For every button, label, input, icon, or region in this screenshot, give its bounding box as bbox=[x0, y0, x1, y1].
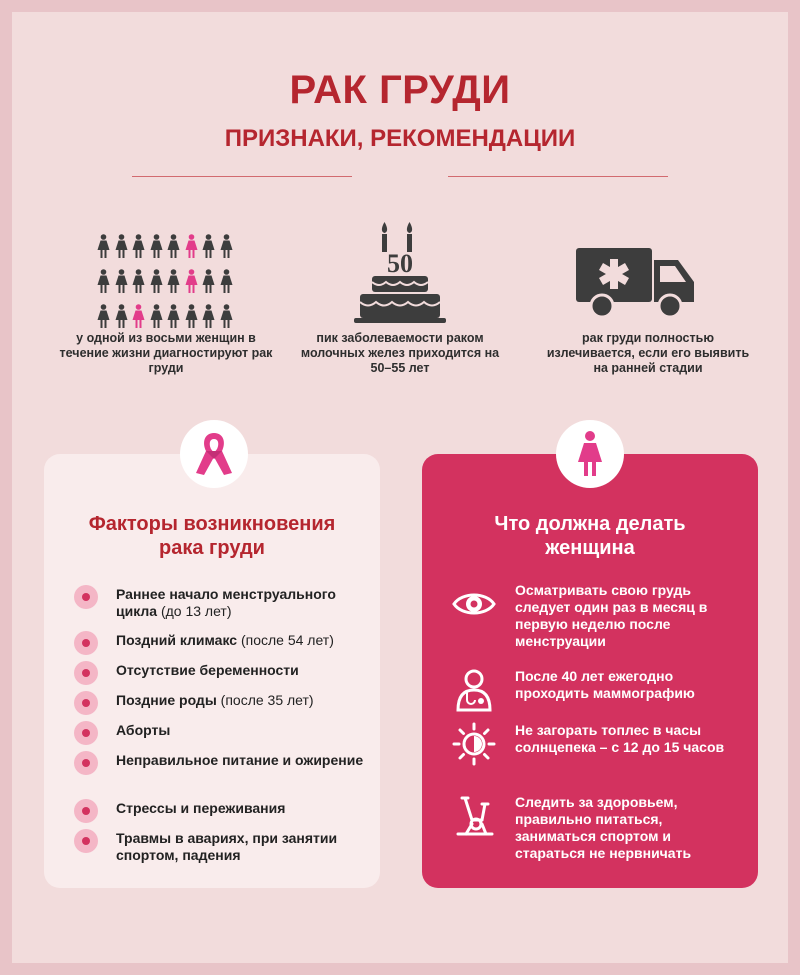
risk-factors-title: Факторы возникновения рака груди bbox=[88, 513, 336, 559]
exercise-bike-icon bbox=[452, 794, 496, 838]
bullet-dot-icon bbox=[74, 691, 98, 715]
bullet-dot-icon bbox=[74, 751, 98, 775]
woman-figure bbox=[96, 304, 114, 334]
bullet-dot-icon bbox=[74, 585, 98, 609]
cake-number: 50 bbox=[387, 249, 413, 278]
recommendations-card: Что должна делать женщина Осматривать свою грудь следует один раз в месяц в первую неделю после менструации После 40 лет ежегодно проходить маммографию Не загорать топлес в часы солнцепека – с 12 до 15 часов Следить за здоровьем, правильно питаться, заниматься спортом и стараться не нервничать bbox=[422, 454, 758, 888]
divider-left bbox=[132, 176, 352, 177]
woman-icon bbox=[575, 430, 605, 478]
eye-icon bbox=[452, 582, 496, 626]
woman-figure bbox=[184, 269, 202, 299]
woman-figure bbox=[131, 234, 149, 264]
woman-figure bbox=[114, 234, 132, 264]
bullet-dot-icon bbox=[74, 721, 98, 745]
woman-figure bbox=[201, 269, 219, 299]
bullet-dot-icon bbox=[74, 631, 98, 655]
stat-caption-early-stage: рак груди полностью излечивается, если его выявить на ранней стадии bbox=[546, 331, 750, 375]
woman-figure bbox=[219, 269, 237, 299]
woman-figure bbox=[184, 234, 202, 264]
risk-factors-card: Факторы возникновения рака груди Раннее начало менструального цикла (до 13 лет) Поздний климакс (после 54 лет) Отсутствие беременности Поздние роды (после 35 лет) Аборты Неправильное питание и ожирение Стрессы и переживания Травмы в авариях, при занятии спортом, падения bbox=[44, 454, 380, 888]
woman-figure bbox=[219, 234, 237, 264]
recommendations-title: Что должна делать женщина bbox=[494, 513, 686, 559]
sun-icon bbox=[452, 722, 496, 766]
woman-figure bbox=[166, 269, 184, 299]
woman-figure bbox=[114, 269, 132, 299]
woman-figure bbox=[149, 234, 167, 264]
woman-figure bbox=[96, 234, 114, 264]
stat-caption-peak-age: пик заболеваемости раком молочных желез приходится на 50–55 лет bbox=[300, 331, 500, 375]
woman-figure bbox=[149, 269, 167, 299]
woman-figure bbox=[131, 269, 149, 299]
woman-figure bbox=[166, 234, 184, 264]
doctor-icon bbox=[452, 668, 496, 712]
page-subtitle: ПРИЗНАКИ, РЕКОМЕНДАЦИИ bbox=[224, 125, 576, 152]
woman-figure bbox=[184, 304, 202, 334]
woman-figure bbox=[201, 234, 219, 264]
ambulance-icon bbox=[574, 242, 698, 322]
divider-right bbox=[448, 176, 668, 177]
stat-caption-one-in-eight: у одной из восьми женщин в течение жизни диагностируют рак груди bbox=[59, 331, 273, 375]
woman-figure bbox=[96, 269, 114, 299]
woman-badge bbox=[556, 420, 624, 488]
woman-figure bbox=[149, 304, 167, 334]
infographic-page bbox=[12, 12, 788, 963]
bullet-dot-icon bbox=[74, 661, 98, 685]
pink-ribbon-icon bbox=[192, 429, 236, 479]
page-title: РАК ГРУДИ bbox=[289, 68, 511, 112]
woman-figure bbox=[219, 304, 237, 334]
ribbon-badge bbox=[180, 420, 248, 488]
bullet-dot-icon bbox=[74, 799, 98, 823]
woman-figure bbox=[201, 304, 219, 334]
women-group-icon bbox=[96, 234, 236, 334]
birthday-cake-icon bbox=[352, 220, 448, 324]
woman-figure bbox=[114, 304, 132, 334]
bullet-dot-icon bbox=[74, 829, 98, 853]
woman-figure bbox=[166, 304, 184, 334]
woman-figure bbox=[131, 304, 149, 334]
